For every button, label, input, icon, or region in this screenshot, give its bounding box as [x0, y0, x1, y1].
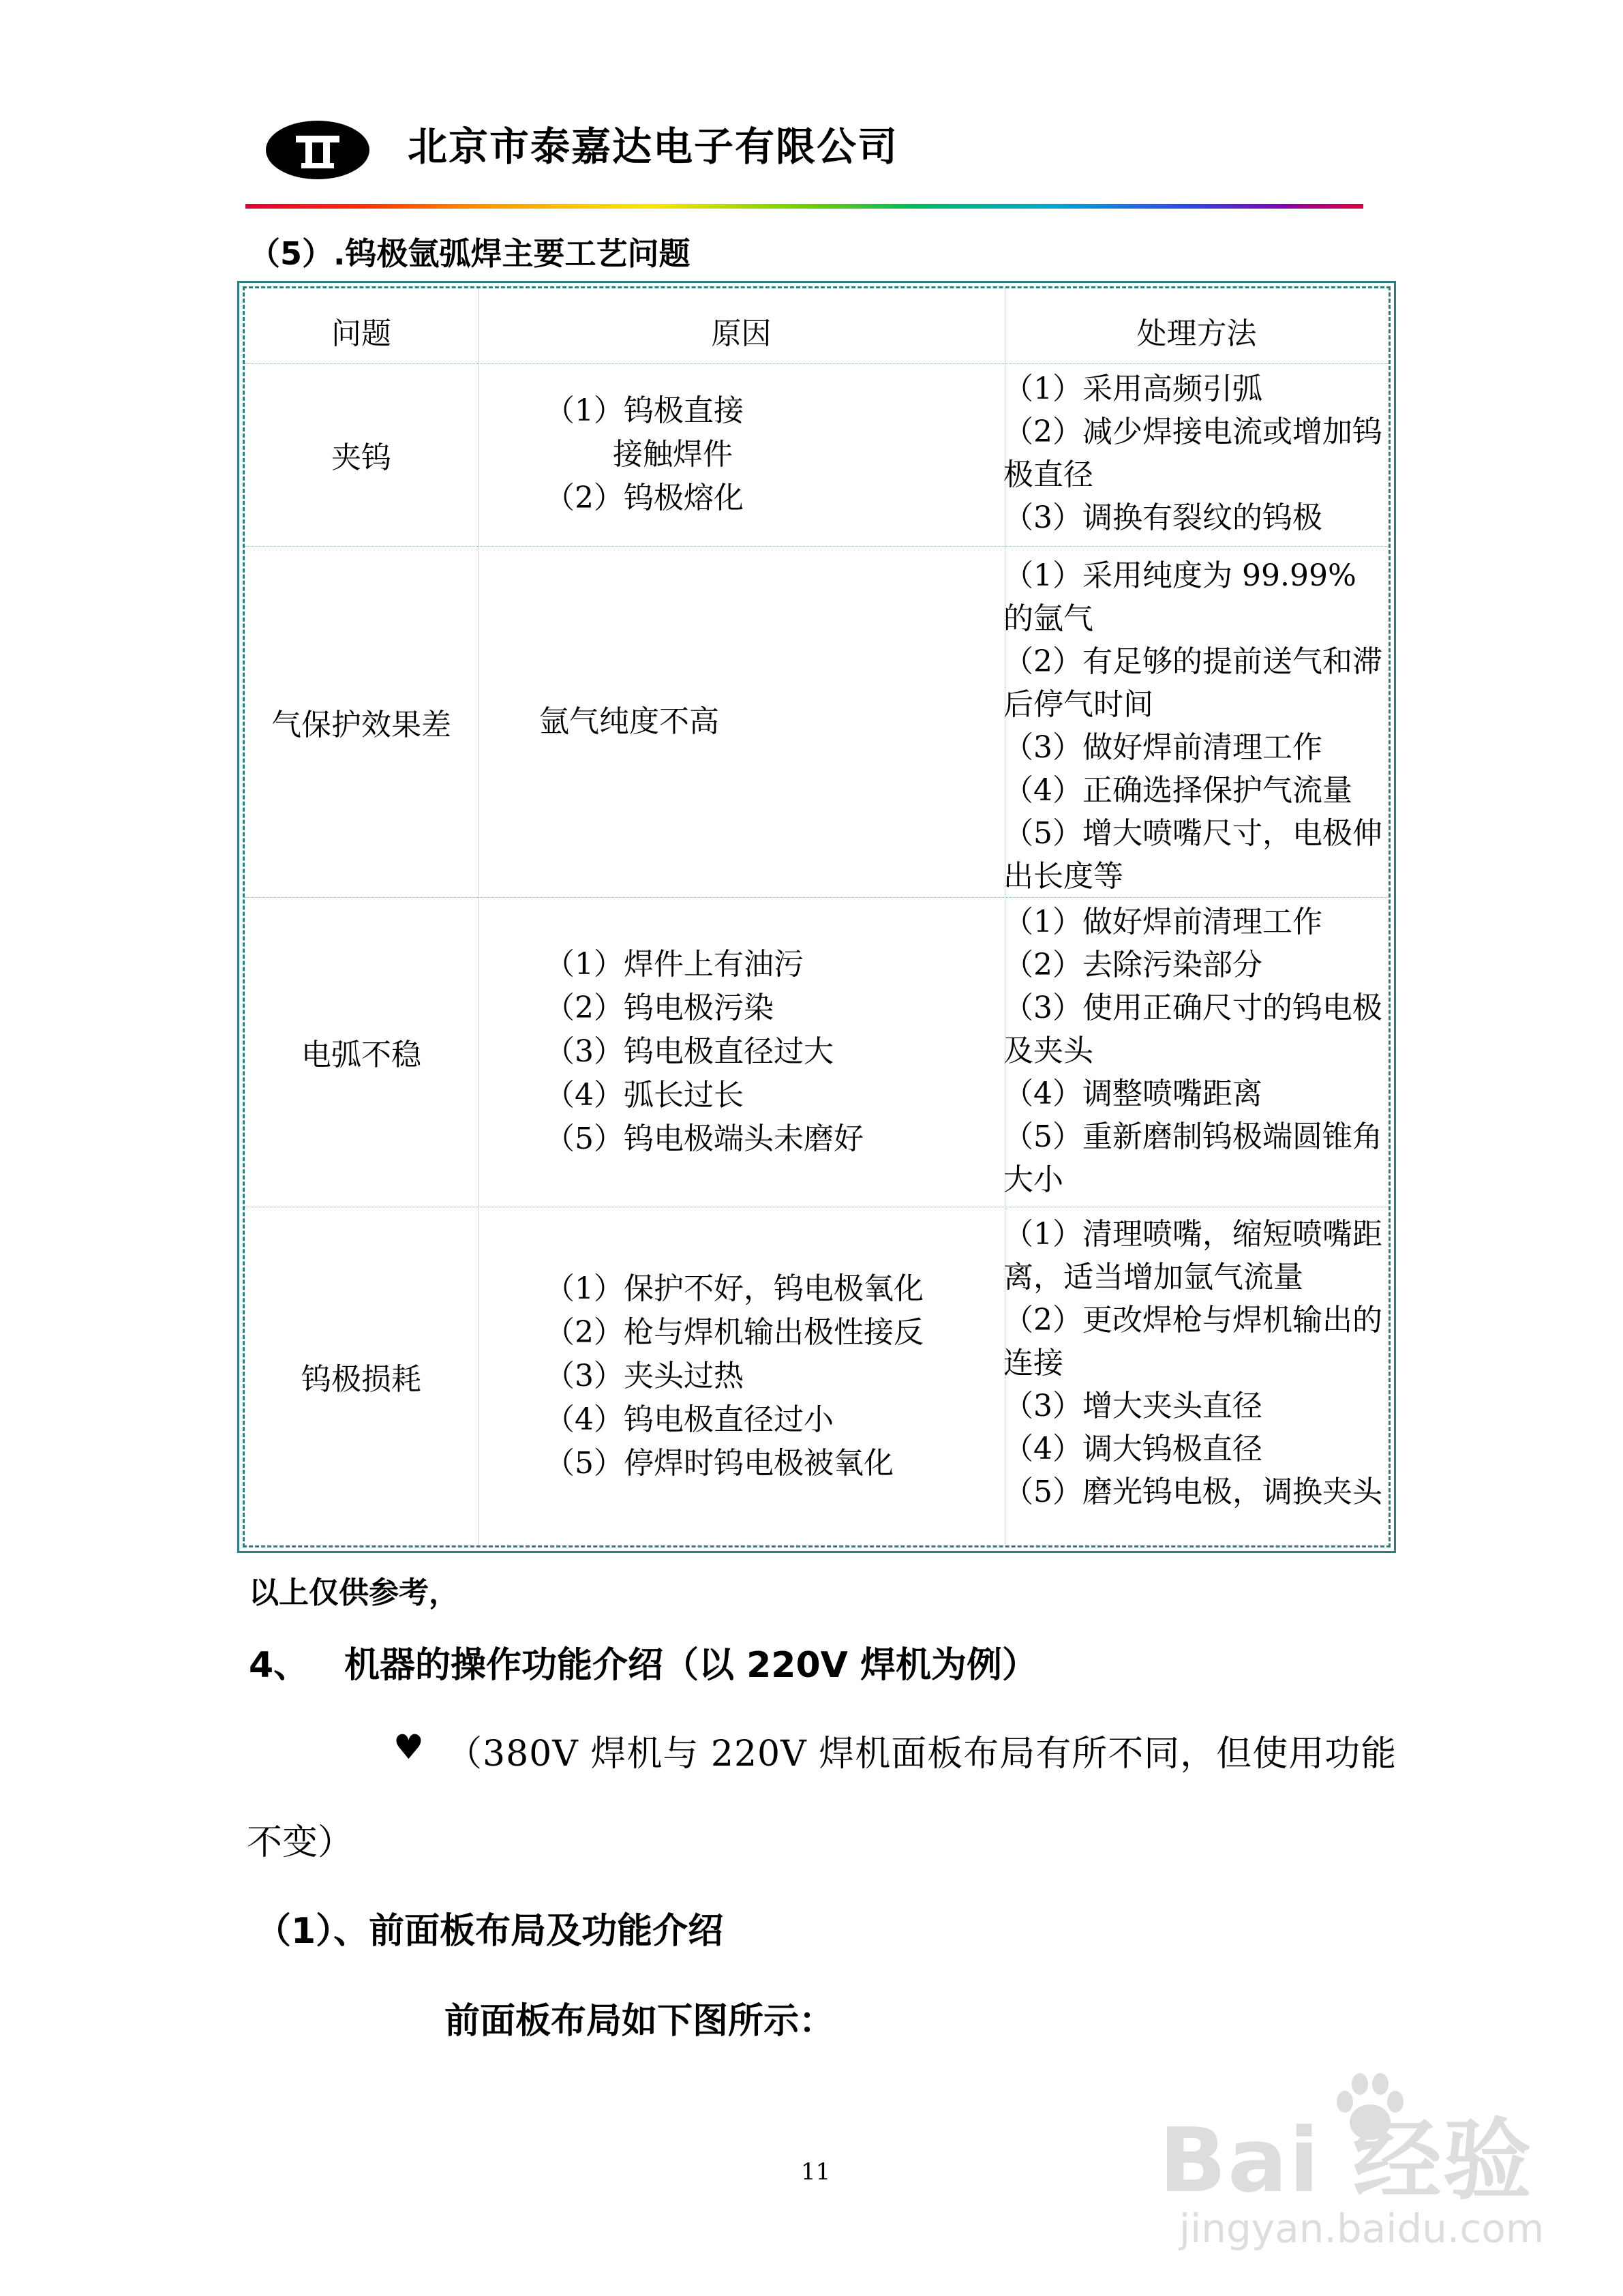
fix-item: （3）增大夹头直径: [1003, 1389, 1262, 1423]
table-row-problem: 钨极损耗: [301, 1361, 421, 1397]
cause-item: （4）钨电极直径过小: [545, 1402, 834, 1437]
baidu-watermark: [1159, 2062, 1568, 2267]
header-problem: 问题: [331, 316, 391, 351]
cause-item: （4）弧长过长: [545, 1078, 744, 1113]
reference-note: 以上仅供参考，: [249, 1575, 459, 1610]
table-body: [245, 288, 1389, 1545]
section-title: （5）.钨极氩弧焊主要工艺问题: [249, 235, 691, 272]
watermark-brand: Bai 经验: [1159, 2109, 1533, 2212]
cause-item: （2）枪与焊机输出极性接反: [545, 1314, 924, 1350]
cause-item: 接触焊件: [613, 437, 733, 472]
watermark-site: jingyan.baidu.com: [1179, 2205, 1545, 2252]
fix-item: （3）做好焊前清理工作: [1003, 730, 1322, 765]
subheading-front-panel: （1）、前面板布局及功能介绍: [256, 1911, 724, 1952]
table-row-fixes: [1003, 554, 1385, 898]
heading-number: 4、: [249, 1645, 309, 1686]
column-divider: [478, 288, 479, 1545]
heart-icon: ♥: [393, 1727, 424, 1767]
table-row-fixes: [1003, 1213, 1385, 1513]
fix-item: （4）调整喷嘴距离: [1003, 1076, 1262, 1111]
fix-item: （3）调换有裂纹的钨极: [1003, 500, 1322, 535]
table-row-causes: [545, 363, 744, 546]
process-problem-table: [237, 281, 1396, 1553]
fix-item: （1）采用高频引弧: [1003, 372, 1262, 406]
cause-item: （5）钨电极端头未磨好: [545, 1121, 864, 1156]
header-solution: 处理方法: [1136, 316, 1257, 351]
fix-item: （4）调大钨极直径: [1003, 1432, 1262, 1466]
header-cause: 原因: [711, 316, 772, 351]
cause-item: （2）钨极熔化: [545, 481, 744, 515]
fix-item: （4）正确选择保护气流量: [1003, 773, 1352, 808]
cause-item: （1）焊件上有油污: [545, 947, 804, 982]
table-row-problem: 电弧不稳: [301, 1038, 421, 1072]
table-row-causes: [539, 546, 719, 897]
header-rule: [245, 204, 1363, 209]
fix-item: （2）有足够的提前送气和滞后停气时间: [1003, 644, 1382, 722]
fix-item: （5）重新磨制钨极端圆锥角大小: [1003, 1119, 1382, 1197]
cause-item: （1）钨极直接: [545, 393, 744, 428]
fix-item: （1）清理喷嘴，缩短喷嘴距离，适当增加氩气流量: [1003, 1217, 1382, 1295]
cause-item: （1）保护不好，钨电极氧化: [545, 1271, 924, 1306]
cause-item: （3）夹头过热: [545, 1358, 744, 1393]
cause-item: 氩气纯度不高: [539, 704, 719, 739]
fix-item: （5）增大喷嘴尺寸，电极伸出长度等: [1003, 816, 1382, 894]
heading-title: 机器的操作功能介绍（以 220V 焊机为例）: [344, 1645, 1037, 1686]
page-number: 11: [801, 2158, 831, 2186]
cause-item: （2）钨电极污染: [545, 991, 774, 1025]
fix-item: （3）使用正确尺寸的钨电极及夹头: [1003, 991, 1382, 1068]
fix-item: （5）磨光钨电极，调换夹头: [1003, 1475, 1382, 1509]
table-row-problem: 夹钨: [331, 440, 391, 475]
table-row-causes: [545, 1207, 924, 1545]
table-row-problem: 气保护效果差: [271, 707, 451, 742]
table-row-fixes: [1003, 901, 1385, 1201]
cause-item: （5）停焊时钨电极被氧化: [545, 1445, 894, 1481]
table-row-fixes: [1003, 367, 1385, 539]
fix-item: （1）做好焊前清理工作: [1003, 905, 1322, 939]
table-row-causes: [545, 897, 864, 1207]
fix-item: （1）采用纯度为 99.99%的氩气: [1003, 558, 1356, 636]
subheading-figure-intro: 前面板布局如下图所示：: [444, 2001, 835, 2042]
paragraph-line-2: 不变）: [247, 1822, 354, 1863]
fix-item: （2）减少焊接电流或增加钨极直径: [1003, 414, 1382, 492]
company-name: 北京市泰嘉达电子有限公司: [408, 123, 899, 170]
fix-item: （2）去除污染部分: [1003, 948, 1262, 982]
company-logo: [264, 119, 371, 181]
paragraph-line-1: （380V 焊机与 220V 焊机面板布局有所不同，但使用功能: [446, 1734, 1397, 1774]
fix-item: （2）更改焊枪与焊机输出的连接: [1003, 1303, 1382, 1380]
cause-item: （3）钨电极直径过大: [545, 1034, 834, 1069]
